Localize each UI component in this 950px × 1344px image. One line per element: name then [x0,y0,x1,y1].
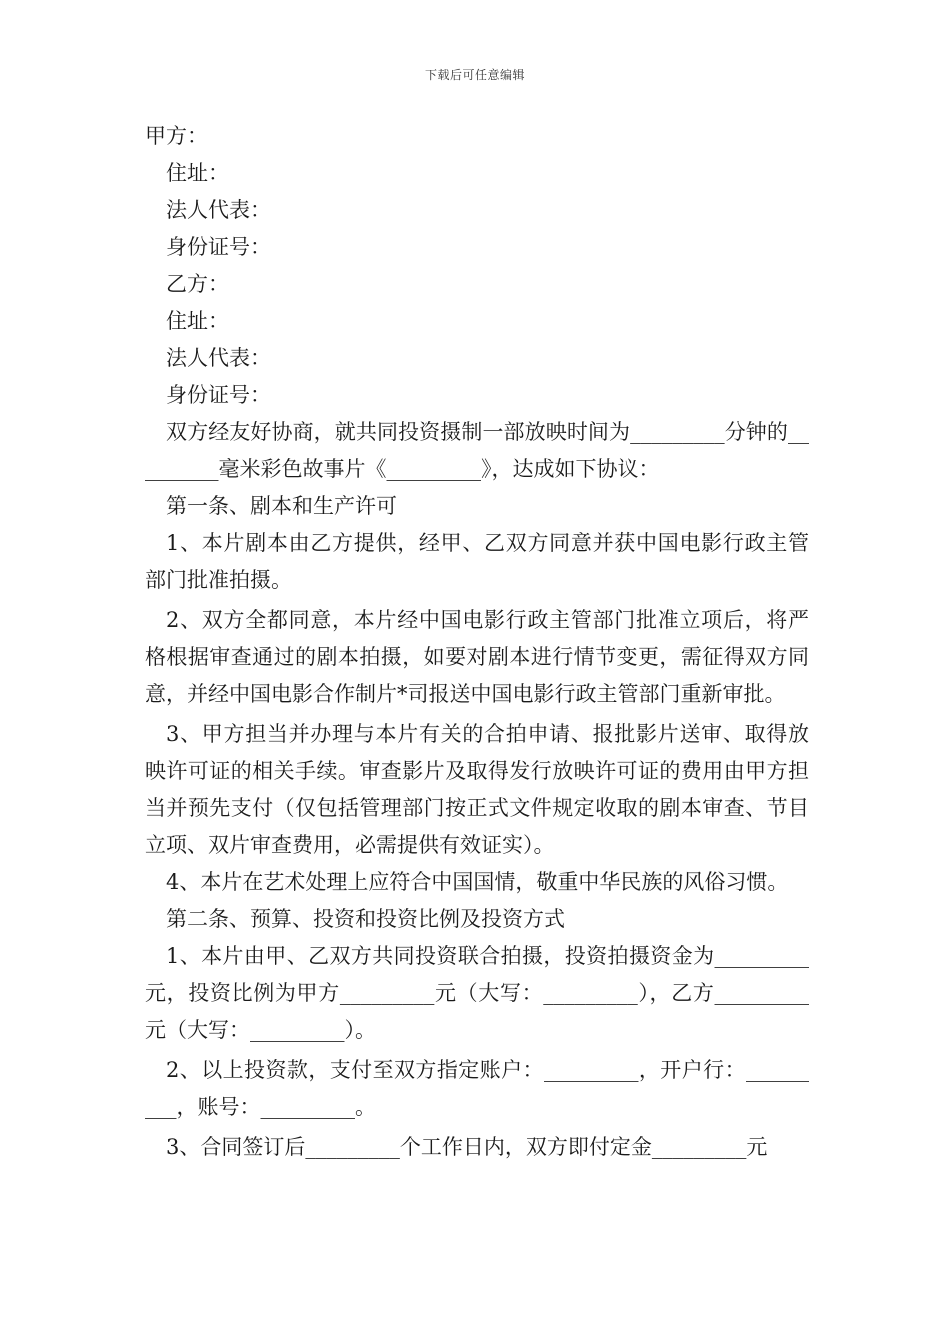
party-b-legal-rep: 法人代表： [166,346,271,370]
party-b-id-number: 身份证号： [166,383,271,407]
contract-body [145,118,809,1166]
article-2-clause-3: 3、合同签订后_________个工作日内，双方即付定金_________元 [166,1135,768,1159]
party-a-address: 住址： [166,161,229,185]
article-2-heading: 第二条、预算、投资和投资比例及投资方式 [166,907,565,931]
party-b-address: 住址： [166,309,229,333]
article-2-clause-1: 1、本片由甲、乙双方共同投资联合拍摄，投资拍摄资金为_________元，投资比例为甲方_________元（大写：_________），乙方_________元（大写：_________）。 [145,944,809,1042]
party-a-title: 甲方： [145,124,208,148]
article-1-clause-2: 2、双方全都同意，本片经中国电影行政主管部门批准立项后，将严格根据审查通过的剧本拍摄，如要对剧本进行情节变更，需征得双方同意，并经中国电影合作制片*司报送中国电影行政主管部门重新审批。 [145,608,809,706]
article-1-clause-1: 1、本片剧本由乙方提供，经甲、乙双方同意并获中国电影行政主管部门批准拍摄。 [145,531,809,592]
party-a-id-number: 身份证号： [166,235,271,259]
article-1-heading: 第一条、剧本和生产许可 [166,494,397,518]
article-1-clause-3: 3、甲方担当并办理与本片有关的合拍申请、报批影片送审、取得放映许可证的相关手续。审查影片及取得发行放映许可证的费用由甲方担当并预先支付（仅包括管理部门按正式文件规定收取的剧本审查、节目立项、双片审查费用，必需提供有效证实）。 [145,722,809,857]
party-b-title: 乙方： [166,272,229,296]
article-1-clause-4: 4、本片在艺术处理上应符合中国国情，敬重中华民族的风俗习惯。 [166,870,789,894]
article-2-clause-2: 2、以上投资款，支付至双方指定账户：_________，开户行：_________，账号：_________。 [145,1058,809,1119]
page-header-note: 下载后可任意编辑 [424,68,525,82]
intro-paragraph: 双方经友好协商，就共同投资摄制一部放映时间为_________分钟的_________毫米彩色故事片《_________》，达成如下协议： [145,420,809,481]
party-a-legal-rep: 法人代表： [166,198,271,222]
